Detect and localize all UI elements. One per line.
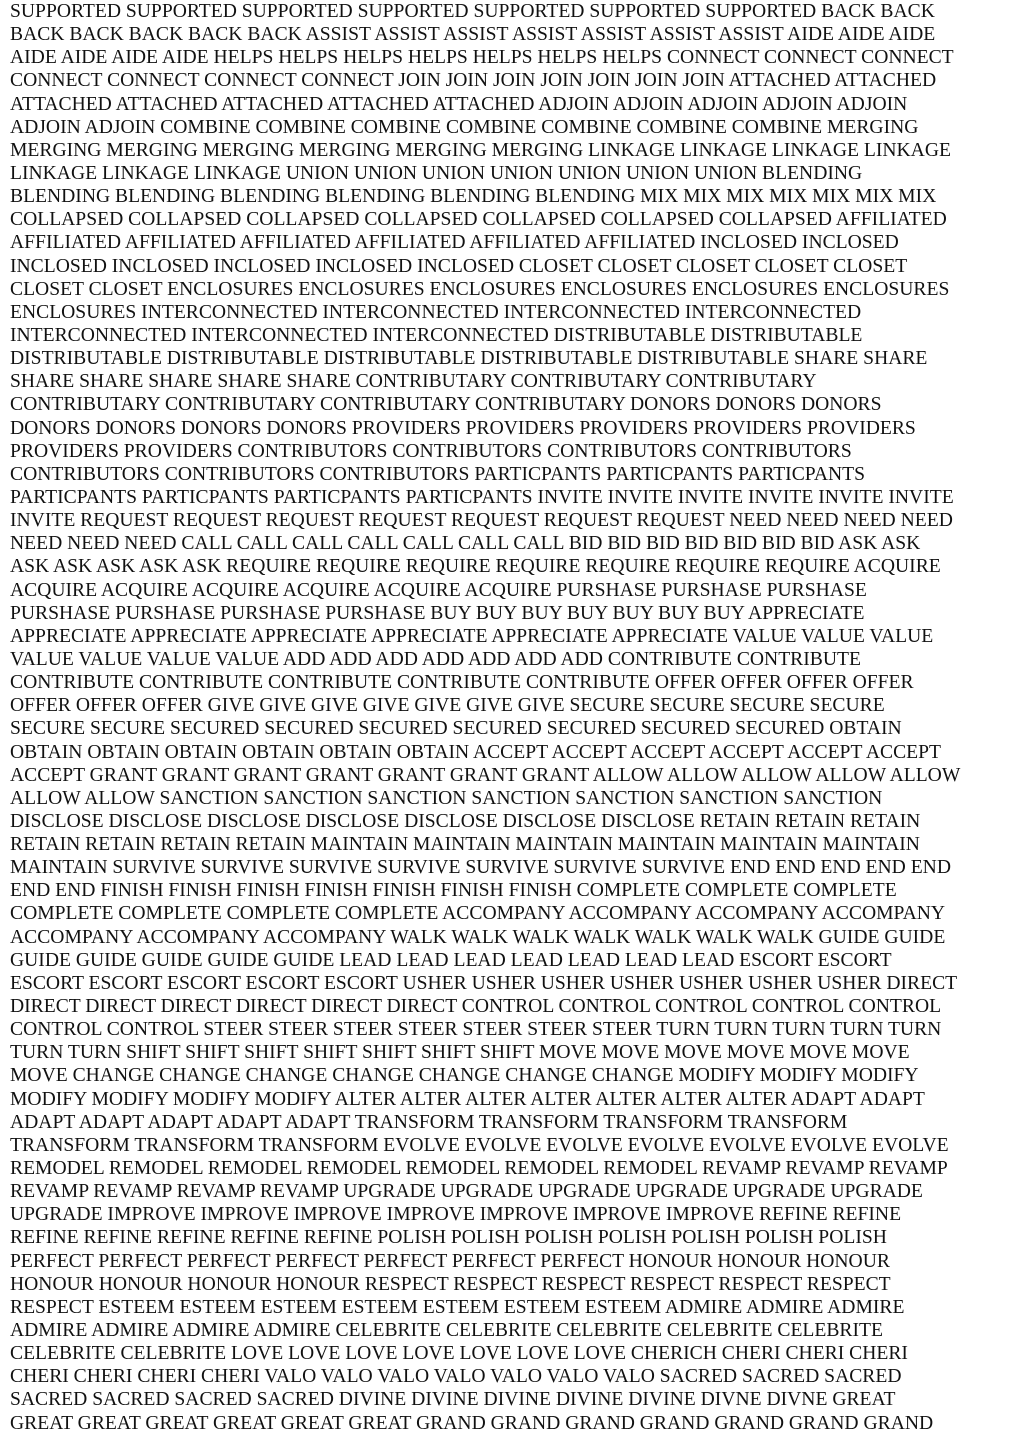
text-line: END END FINISH FINISH FINISH FINISH FINISH FINISH FINISH COMPLETE COMPLETE COMPLETE xyxy=(10,880,897,902)
text-line: ATTACHED ATTACHED ATTACHED ATTACHED ATTACHED ADJOIN ADJOIN ADJOIN ADJOIN ADJOIN xyxy=(10,93,908,115)
text-line: CONTRIBUTE CONTRIBUTE CONTRIBUTE CONTRIBUTE CONTRIBUTE OFFER OFFER OFFER OFFER xyxy=(10,672,914,694)
text-line: LINKAGE LINKAGE LINKAGE UNION UNION UNION UNION UNION UNION UNION BLENDING xyxy=(10,162,863,184)
text-line: REVAMP REVAMP REVAMP REVAMP UPGRADE UPGRADE UPGRADE UPGRADE UPGRADE UPGRADE xyxy=(10,1181,923,1203)
text-line: DONORS DONORS DONORS DONORS PROVIDERS PROVIDERS PROVIDERS PROVIDERS PROVIDERS xyxy=(10,417,916,439)
text-line: SHARE SHARE SHARE SHARE SHARE CONTRIBUTARY CONTRIBUTARY CONTRIBUTARY xyxy=(10,371,817,393)
text-line: CELEBRITE CELEBRITE LOVE LOVE LOVE LOVE LOVE LOVE LOVE CHERICH CHERI CHERI CHERI xyxy=(10,1343,908,1365)
text-line: PROVIDERS PROVIDERS CONTRIBUTORS CONTRIBUTORS CONTRIBUTORS CONTRIBUTORS xyxy=(10,440,852,462)
text-line: AFFILIATED AFFILIATED AFFILIATED AFFILIATED AFFILIATED AFFILIATED INCLOSED INCLOSED xyxy=(10,232,899,254)
text-line: DIRECT DIRECT DIRECT DIRECT DIRECT DIRECT CONTROL CONTROL CONTROL CONTROL CONTROL xyxy=(10,996,942,1018)
text-line: CONTRIBUTORS CONTRIBUTORS CONTRIBUTORS PARTICPANTS PARTICPANTS PARTICPANTS xyxy=(10,463,866,485)
text-line: OBTAIN OBTAIN OBTAIN OBTAIN OBTAIN OBTAIN ACCEPT ACCEPT ACCEPT ACCEPT ACCEPT ACCEPT xyxy=(10,741,942,763)
text-line: AIDE AIDE AIDE AIDE HELPS HELPS HELPS HELPS HELPS HELPS HELPS CONNECT CONNECT CONNECT xyxy=(10,47,954,69)
text-line: ASK ASK ASK ASK ASK REQUIRE REQUIRE REQUIRE REQUIRE REQUIRE REQUIRE REQUIRE ACQUIRE xyxy=(10,556,941,578)
text-line: UPGRADE IMPROVE IMPROVE IMPROVE IMPROVE IMPROVE IMPROVE IMPROVE REFINE REFINE xyxy=(10,1204,902,1226)
text-line: SECURE SECURE SECURED SECURED SECURED SECURED SECURED SECURED SECURED OBTAIN xyxy=(10,718,902,740)
text-line: SUPPORTED SUPPORTED SUPPORTED SUPPORTED SUPPORTED SUPPORTED SUPPORTED BACK BACK xyxy=(10,1,935,22)
text-line: ADAPT ADAPT ADAPT ADAPT ADAPT TRANSFORM TRANSFORM TRANSFORM TRANSFORM xyxy=(10,1111,848,1133)
text-line: DISTRIBUTABLE DISTRIBUTABLE DISTRIBUTABLE DISTRIBUTABLE DISTRIBUTABLE SHARE SHARE xyxy=(10,348,928,370)
text-line: ESCORT ESCORT ESCORT ESCORT ESCORT USHER USHER USHER USHER USHER USHER USHER DIRECT xyxy=(10,972,958,994)
text-line: COLLAPSED COLLAPSED COLLAPSED COLLAPSED COLLAPSED COLLAPSED COLLAPSED AFFILIATED xyxy=(10,209,947,231)
text-line: RETAIN RETAIN RETAIN RETAIN MAINTAIN MAINTAIN MAINTAIN MAINTAIN MAINTAIN MAINTAIN xyxy=(10,834,920,856)
text-line: ALLOW ALLOW SANCTION SANCTION SANCTION SANCTION SANCTION SANCTION SANCTION xyxy=(10,787,883,809)
text-line: PURSHASE PURSHASE PURSHASE PURSHASE BUY BUY BUY BUY BUY BUY BUY APPRECIATE xyxy=(10,602,865,624)
text-line: VALUE VALUE VALUE VALUE ADD ADD ADD ADD ADD ADD ADD CONTRIBUTE CONTRIBUTE xyxy=(10,648,861,670)
text-line: NEED NEED NEED CALL CALL CALL CALL CALL CALL CALL BID BID BID BID BID BID BID ASK ASK xyxy=(10,533,921,555)
text-line: GUIDE GUIDE GUIDE GUIDE GUIDE LEAD LEAD LEAD LEAD LEAD LEAD LEAD ESCORT ESCORT xyxy=(10,949,892,971)
text-line: INTERCONNECTED INTERCONNECTED INTERCONNECTED DISTRIBUTABLE DISTRIBUTABLE xyxy=(10,324,863,346)
text-line: CHERI CHERI CHERI CHERI VALO VALO VALO VALO VALO VALO VALO SACRED SACRED SACRED xyxy=(10,1366,902,1388)
text-line: CLOSET CLOSET ENCLOSURES ENCLOSURES ENCLOSURES ENCLOSURES ENCLOSURES ENCLOSURES xyxy=(10,278,950,300)
text-line: MOVE CHANGE CHANGE CHANGE CHANGE CHANGE CHANGE CHANGE MODIFY MODIFY MODIFY xyxy=(10,1065,919,1087)
text-line: ENCLOSURES INTERCONNECTED INTERCONNECTED INTERCONNECTED INTERCONNECTED xyxy=(10,301,862,323)
text-line: ADMIRE ADMIRE ADMIRE ADMIRE CELEBRITE CELEBRITE CELEBRITE CELEBRITE CELEBRITE xyxy=(10,1320,883,1342)
text-line: HONOUR HONOUR HONOUR HONOUR RESPECT RESPECT RESPECT RESPECT RESPECT RESPECT xyxy=(10,1273,891,1295)
text-line: CONNECT CONNECT CONNECT CONNECT JOIN JOIN JOIN JOIN JOIN JOIN JOIN ATTACHED ATTACHED xyxy=(10,70,937,92)
text-line: TURN TURN SHIFT SHIFT SHIFT SHIFT SHIFT SHIFT SHIFT MOVE MOVE MOVE MOVE MOVE MOVE xyxy=(10,1042,910,1064)
text-line: RESPECT ESTEEM ESTEEM ESTEEM ESTEEM ESTEEM ESTEEM ESTEEM ADMIRE ADMIRE ADMIRE xyxy=(10,1296,905,1318)
text-line: INCLOSED INCLOSED INCLOSED INCLOSED INCLOSED CLOSET CLOSET CLOSET CLOSET CLOSET xyxy=(10,255,908,277)
text-line: OFFER OFFER OFFER GIVE GIVE GIVE GIVE GIVE GIVE GIVE SECURE SECURE SECURE SECURE xyxy=(10,695,885,717)
text-line: REMODEL REMODEL REMODEL REMODEL REMODEL REMODEL REMODEL REVAMP REVAMP REVAMP xyxy=(10,1158,948,1180)
text-line: TRANSFORM TRANSFORM TRANSFORM EVOLVE EVOLVE EVOLVE EVOLVE EVOLVE EVOLVE EVOLVE xyxy=(10,1134,949,1156)
text-line: REFINE REFINE REFINE REFINE REFINE POLISH POLISH POLISH POLISH POLISH POLISH POLISH xyxy=(10,1227,887,1249)
text-line: CONTRIBUTARY CONTRIBUTARY CONTRIBUTARY CONTRIBUTARY DONORS DONORS DONORS xyxy=(10,394,882,416)
text-line: ACCOMPANY ACCOMPANY ACCOMPANY WALK WALK WALK WALK WALK WALK WALK GUIDE GUIDE xyxy=(10,926,946,948)
text-line: BLENDING BLENDING BLENDING BLENDING BLENDING BLENDING MIX MIX MIX MIX MIX MIX MIX xyxy=(10,186,937,208)
text-line: CONTROL CONTROL STEER STEER STEER STEER STEER STEER STEER TURN TURN TURN TURN TURN xyxy=(10,1019,942,1041)
text-line: MAINTAIN SURVIVE SURVIVE SURVIVE SURVIVE SURVIVE SURVIVE SURVIVE END END END END END xyxy=(10,857,951,879)
text-line: DISCLOSE DISCLOSE DISCLOSE DISCLOSE DISCLOSE DISCLOSE DISCLOSE RETAIN RETAIN RETAIN xyxy=(10,810,921,832)
text-line: PARTICPANTS PARTICPANTS PARTICPANTS PARTICPANTS INVITE INVITE INVITE INVITE INVITE INVITE xyxy=(10,486,954,508)
text-line: APPRECIATE APPRECIATE APPRECIATE APPRECIATE APPRECIATE APPRECIATE VALUE VALUE VALUE xyxy=(10,625,934,647)
text-line: PERFECT PERFECT PERFECT PERFECT PERFECT PERFECT PERFECT HONOUR HONOUR HONOUR xyxy=(10,1250,890,1272)
text-line: ACQUIRE ACQUIRE ACQUIRE ACQUIRE ACQUIRE ACQUIRE PURSHASE PURSHASE PURSHASE xyxy=(10,579,867,601)
text-line: MODIFY MODIFY MODIFY MODIFY ALTER ALTER ALTER ALTER ALTER ALTER ALTER ADAPT ADAPT xyxy=(10,1088,925,1110)
text-line: BACK BACK BACK BACK BACK ASSIST ASSIST ASSIST ASSIST ASSIST ASSIST ASSIST AIDE AIDE AIDE xyxy=(10,24,936,46)
text-line: COMPLETE COMPLETE COMPLETE COMPLETE ACCOMPANY ACCOMPANY ACCOMPANY ACCOMPANY xyxy=(10,903,946,925)
text-line: MERGING MERGING MERGING MERGING MERGING MERGING LINKAGE LINKAGE LINKAGE LINKAGE xyxy=(10,139,951,161)
text-line: GREAT GREAT GREAT GREAT GREAT GREAT GRAND GRAND GRAND GRAND GRAND GRAND GRAND xyxy=(10,1412,934,1434)
text-line: ACCEPT GRANT GRANT GRANT GRANT GRANT GRANT GRANT ALLOW ALLOW ALLOW ALLOW ALLOW xyxy=(10,764,961,786)
text-line: INVITE REQUEST REQUEST REQUEST REQUEST REQUEST REQUEST REQUEST NEED NEED NEED NEED xyxy=(10,510,953,532)
text-line: SACRED SACRED SACRED SACRED DIVINE DIVINE DIVINE DIVINE DIVINE DIVNE DIVNE GREAT xyxy=(10,1389,896,1411)
text-line: ADJOIN ADJOIN COMBINE COMBINE COMBINE COMBINE COMBINE COMBINE COMBINE MERGING xyxy=(10,116,919,138)
